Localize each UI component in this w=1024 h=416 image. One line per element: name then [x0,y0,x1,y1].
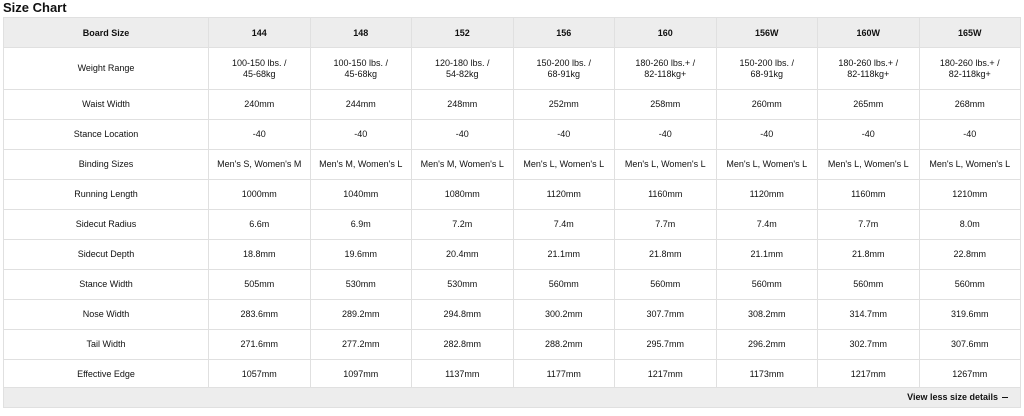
table-cell [310,48,412,90]
table-cell: 258mm [615,90,717,120]
table-cell: 289.2mm [310,300,412,330]
row-label: Effective Edge [4,360,209,390]
table-cell: 271.6mm [209,330,311,360]
table-cell: -40 [919,120,1021,150]
table-header-row [4,18,1021,48]
table-cell: 560mm [513,270,615,300]
table-row [4,48,1021,90]
table-cell: 1160mm [615,180,717,210]
row-label: Binding Sizes [4,150,209,180]
row-label: Sidecut Radius [4,210,209,240]
table-cell [209,48,311,90]
table-cell: 560mm [615,270,717,300]
cell-line: 45-68kg [344,68,378,79]
table-row [4,180,1021,210]
table-cell: 294.8mm [412,300,514,330]
cell-line: 100-150 lbs. / [333,57,389,68]
table-cell: 21.1mm [513,240,615,270]
cell-line: 180-260 lbs.+ / [838,57,899,68]
table-cell: -40 [209,120,311,150]
table-row [4,270,1021,300]
table-cell [716,48,818,90]
cell-line: 68-91kg [750,68,784,79]
table-cell [412,48,514,90]
size-header: 165W [919,18,1021,48]
minus-icon [1002,397,1008,398]
cell-line: 100-150 lbs. / [231,57,287,68]
table-cell: 21.1mm [716,240,818,270]
table-cell: 296.2mm [716,330,818,360]
table-cell: 1210mm [919,180,1021,210]
table-cell: 288.2mm [513,330,615,360]
table-cell: 1057mm [209,360,311,390]
row-label: Nose Width [4,300,209,330]
table-cell [615,48,717,90]
table-cell: 319.6mm [919,300,1021,330]
table-cell: Men's M, Women's L [310,150,412,180]
table-cell: 505mm [209,270,311,300]
cell-line: 82-118kg+ [948,68,991,79]
table-cell: Men's S, Women's M [209,150,311,180]
table-cell: 1217mm [818,360,920,390]
table-cell: -40 [818,120,920,150]
table-cell: -40 [513,120,615,150]
cell-line: 150-200 lbs. / [536,57,592,68]
table-cell: -40 [412,120,514,150]
table-cell: 1217mm [615,360,717,390]
table-cell: -40 [716,120,818,150]
table-cell: Men's M, Women's L [412,150,514,180]
view-less-label: View less size details [907,392,998,402]
view-less-toggle[interactable] [907,392,1008,402]
cell-line: 45-68kg [242,68,276,79]
table-cell: 283.6mm [209,300,311,330]
table-cell: 252mm [513,90,615,120]
chart-footer [3,387,1021,408]
cell-line: 68-91kg [547,68,581,79]
table-cell [818,48,920,90]
table-cell: 1160mm [818,180,920,210]
table-cell: 248mm [412,90,514,120]
row-label: Stance Location [4,120,209,150]
size-chart-table [3,17,1021,390]
table-cell: 530mm [412,270,514,300]
cell-line: 180-260 lbs.+ / [635,57,696,68]
cell-line: 54-82kg [445,68,479,79]
table-cell: 244mm [310,90,412,120]
table-cell: 295.7mm [615,330,717,360]
table-row [4,240,1021,270]
table-cell: 6.6m [209,210,311,240]
table-cell: -40 [310,120,412,150]
table-cell: 260mm [716,90,818,120]
cell-line: 180-260 lbs.+ / [939,57,1000,68]
table-cell: Men's L, Women's L [615,150,717,180]
table-cell: Men's L, Women's L [818,150,920,180]
row-label: Stance Width [4,270,209,300]
cell-line: 150-200 lbs. / [739,57,795,68]
table-cell: Men's L, Women's L [716,150,818,180]
table-cell: 20.4mm [412,240,514,270]
table-row [4,330,1021,360]
table-cell: 7.7m [615,210,717,240]
table-cell: 314.7mm [818,300,920,330]
table-cell: 308.2mm [716,300,818,330]
size-header: 160 [615,18,717,48]
table-row [4,150,1021,180]
table-cell: 8.0m [919,210,1021,240]
table-cell: 302.7mm [818,330,920,360]
row-label: Tail Width [4,330,209,360]
size-header: 152 [412,18,514,48]
table-cell: -40 [615,120,717,150]
table-cell: 560mm [818,270,920,300]
table-cell: 1267mm [919,360,1021,390]
table-row [4,300,1021,330]
table-cell: 1177mm [513,360,615,390]
table-cell: 560mm [716,270,818,300]
table-cell: 19.6mm [310,240,412,270]
table-cell: 268mm [919,90,1021,120]
size-header: 144 [209,18,311,48]
table-cell: 22.8mm [919,240,1021,270]
row-label: Waist Width [4,90,209,120]
table-cell: 265mm [818,90,920,120]
table-cell: 7.7m [818,210,920,240]
table-cell: 21.8mm [615,240,717,270]
table-cell: 1173mm [716,360,818,390]
table-cell: 277.2mm [310,330,412,360]
table-cell: 1120mm [513,180,615,210]
table-cell: Men's L, Women's L [919,150,1021,180]
table-cell: 530mm [310,270,412,300]
table-cell: 1080mm [412,180,514,210]
corner-header: Board Size [4,18,209,48]
table-cell: 1000mm [209,180,311,210]
table-cell: 307.6mm [919,330,1021,360]
table-cell: 7.4m [513,210,615,240]
row-label: Weight Range [4,48,209,90]
size-header: 156W [716,18,818,48]
cell-line: 82-118kg+ [847,68,890,79]
table-cell: 282.8mm [412,330,514,360]
table-cell: 560mm [919,270,1021,300]
table-cell: 6.9m [310,210,412,240]
cell-line: 120-180 lbs. / [434,57,490,68]
table-cell: 1137mm [412,360,514,390]
size-header: 148 [310,18,412,48]
row-label: Running Length [4,180,209,210]
table-row [4,120,1021,150]
table-cell: 7.4m [716,210,818,240]
size-header: 156 [513,18,615,48]
table-cell: 18.8mm [209,240,311,270]
table-cell [513,48,615,90]
table-cell: 300.2mm [513,300,615,330]
table-cell: 1120mm [716,180,818,210]
row-label: Sidecut Depth [4,240,209,270]
table-cell: 1097mm [310,360,412,390]
table-cell [919,48,1021,90]
table-cell: 7.2m [412,210,514,240]
table-cell: Men's L, Women's L [513,150,615,180]
table-row [4,210,1021,240]
cell-line: 82-118kg+ [644,68,687,79]
table-cell: 307.7mm [615,300,717,330]
page-title: Size Chart [3,0,67,15]
table-row [4,360,1021,390]
table-row [4,90,1021,120]
table-cell: 240mm [209,90,311,120]
size-header: 160W [818,18,920,48]
table-cell: 1040mm [310,180,412,210]
table-cell: 21.8mm [818,240,920,270]
